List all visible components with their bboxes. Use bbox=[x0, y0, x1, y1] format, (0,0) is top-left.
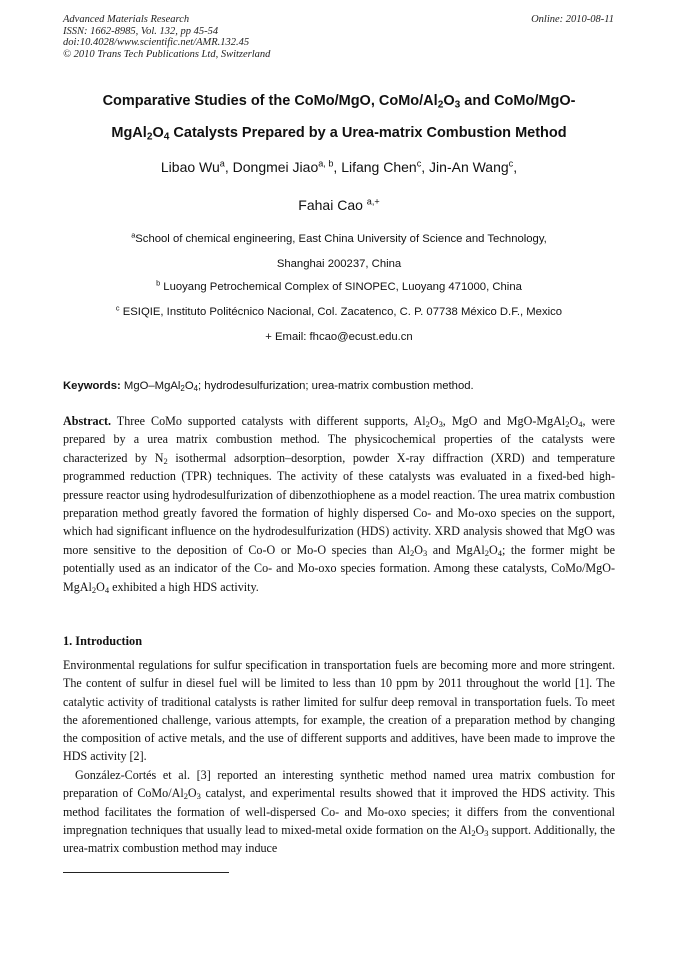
keywords-label: Keywords: bbox=[63, 380, 121, 392]
corresponding-email: + Email: fhcao@ecust.edu.cn bbox=[265, 331, 413, 343]
journal-name: Advanced Materials Research bbox=[63, 14, 190, 25]
doi-line: doi:10.4028/www.scientific.net/AMR.132.45 bbox=[63, 37, 250, 48]
copyright-line: © 2010 Trans Tech Publications Ltd, Switzerland bbox=[63, 48, 271, 60]
author-list: Libao Wu$^a$, Dongmei Jiao$^{a, b}$, Lifang Chen$^c$, Jin-An Wang$^c$, bbox=[160, 158, 518, 175]
abstract-label: Abstract. bbox=[63, 414, 112, 428]
abstract: Abstract. Three CoMo supported catalysts with different supports, $Al_2O_3$, MgO and MgO-$MgAl_2O_4$, were prepared by a urea matrix combustion method. The physicochemical properties of the catalysts were characterized by $N_2$ isothermal adsorption–desorption, powder X-ray diffraction (XRD) and temperature programmed reduction (TPR) techniques. The activity of these catalysts was evaluated in a fixed-bed high-pressure reactor using hydrodesulfurization of dibenzothiophene as a model reaction. The urea matrix combustion preparation method greatly favored the formation of highly dispersed Co- and Mo-oxo species on the support, which had significant influence on the hydrodesulfurization (HDS) activity. XRD analysis showed that MgO was more sensitive to the deposition of Co-O or Mo-O species than $Al_2O_3$ and $MgAl_2O_4$; the former might be potentially used as an indicator of the Co- and Mo-oxo species formation. Among these catalysts, CoMo/$MgO-MgAl_2O_4$ exhibited a high HDS activity. bbox=[63, 414, 615, 595]
intro-paragraph-1: Environmental regulations for sulfur specification in transportation fuels are becoming more and more stringent. The content of sulfur in diesel fuel will be limited to less than 10 ppm by 2011 throughout the world [1]. The catalytic activity of traditional catalysts is rather limited for sulfur deep removal in transportation fuels. To meet the aforementioned challenge, various attempts, for example, the creation of a preparation method by changing the composition of active metals, and the use of different supports and additives, have been made to improve the HDS activity [2]. bbox=[63, 658, 615, 764]
paper-title-line-2: $MgAl_2O_4$ Catalysts Prepared by a Urea-matrix Combustion Method bbox=[111, 125, 567, 143]
journal-header bbox=[63, 14, 270, 60]
section-heading-introduction: 1. Introduction bbox=[63, 634, 143, 648]
affiliation-a-line-2: Shanghai 200237, China bbox=[276, 258, 402, 270]
author-list-line-2: Fahai Cao $^{a,+}$ bbox=[298, 196, 380, 213]
issn-line: ISSN: 1662-8985, Vol. 132, pp 45-54 bbox=[63, 25, 219, 37]
affiliation-c: $^c$ ESIQIE, Instituto Politécnico Nacional, Col. Zacatenco, C. P. 07738 México D.F., Mexico bbox=[115, 303, 563, 318]
online-date: Online: 2010-08-11 bbox=[531, 14, 614, 25]
affiliation-a: $^a$School of chemical engineering, East China University of Science and Technology, bbox=[131, 230, 547, 245]
affiliation-b: $^b$ Luoyang Petrochemical Complex of SINOPEC, Luoyang 471000, China bbox=[156, 278, 522, 293]
intro-paragraph-2: González-Cortés et al. [3] reported an interesting synthetic method named urea matrix combustion for preparation of CoMo/$Al_2O_3$ catalyst, and experimental results showed that it improved the HDS activity. This method facilitates the formation of well-dispersed Co- and Mo-oxo species; it differs from the conventional impregnation techniques that usually lead to mixed-metal oxide formation on the $Al_2O_3$ support. Additionally, the urea-matrix combustion method may induce bbox=[63, 768, 615, 856]
keywords: Keywords: MgO–$MgAl_2O_4$; hydrodesulfurization; urea-matrix combustion method. bbox=[63, 380, 474, 393]
paper-title-line-1: Comparative Studies of the CoMo/MgO, CoMo/$Al_2O_3$ and CoMo/MgO- bbox=[102, 93, 576, 111]
footnote-rule bbox=[63, 872, 229, 873]
